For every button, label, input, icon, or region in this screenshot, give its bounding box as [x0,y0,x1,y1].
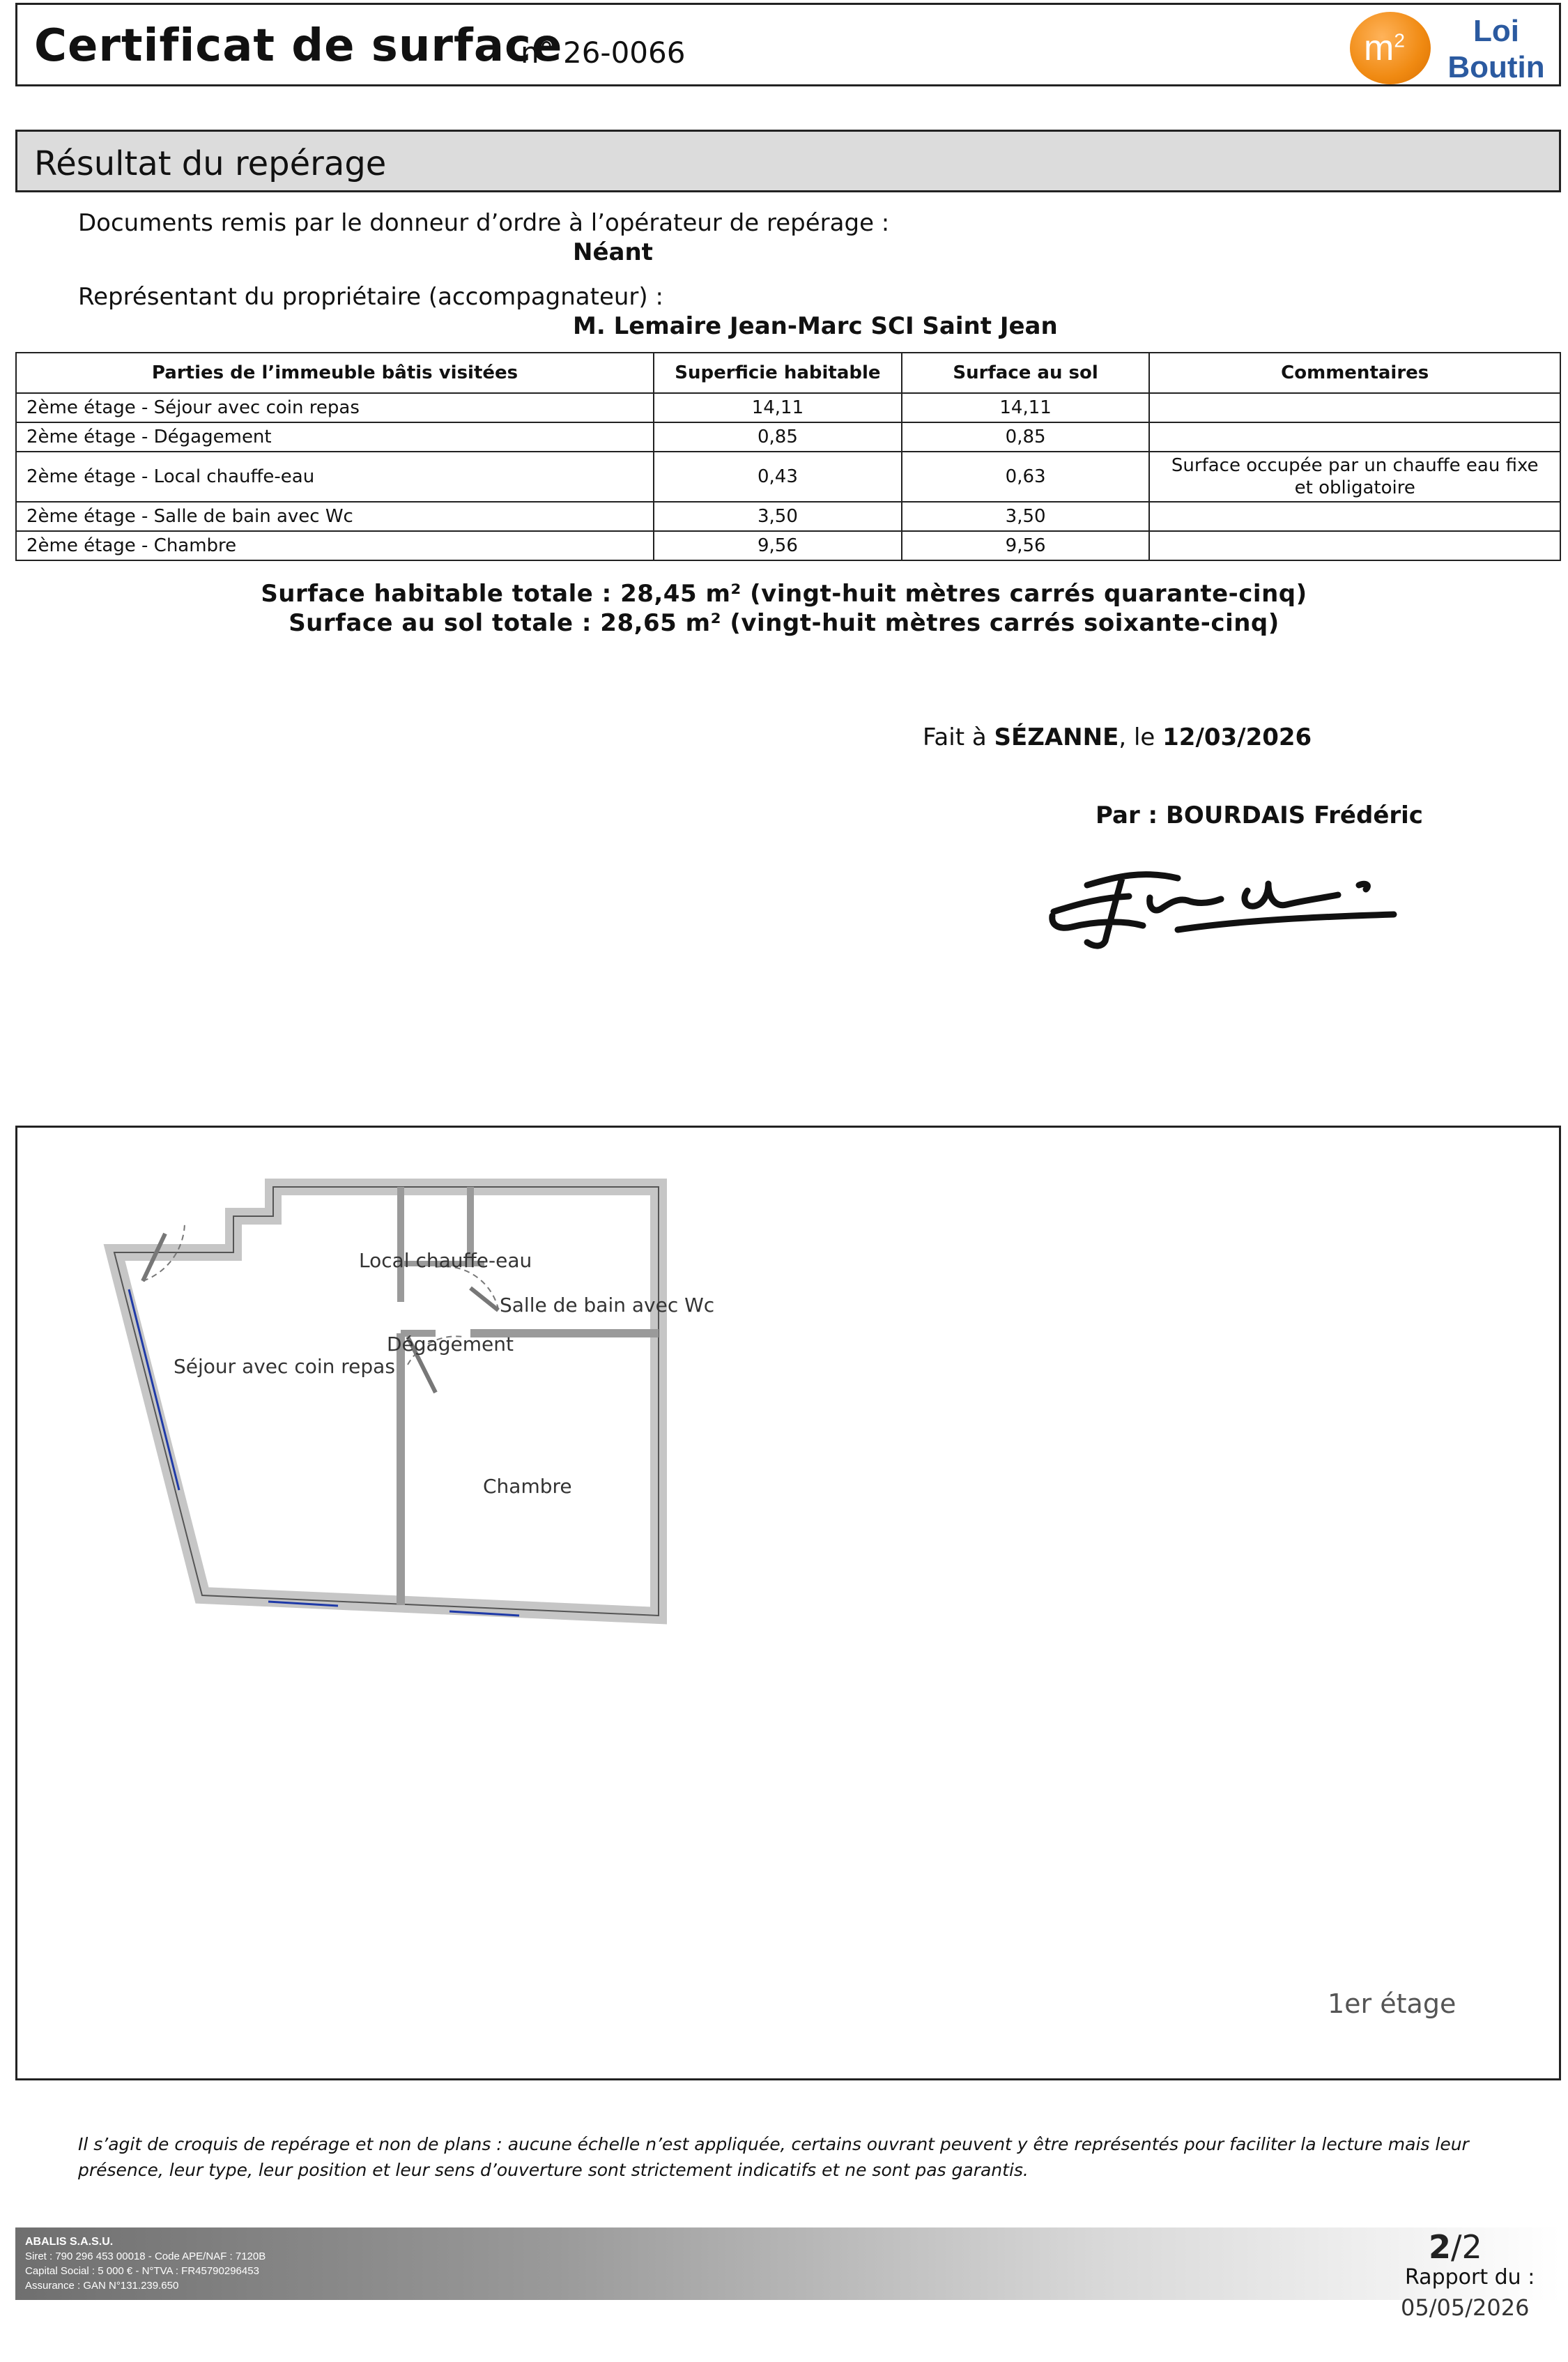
cell-habitable: 9,56 [654,531,902,560]
cell-sol: 9,56 [902,531,1150,560]
document-number: n° 26-0066 [521,36,686,70]
signature-image [1038,849,1408,953]
label-local: Local chauffe-eau [359,1249,532,1272]
representative-label: Représentant du propriétaire (accompagnateur) : [78,283,663,311]
cell-part: 2ème étage - Dégagement [16,422,654,452]
cell-part: 2ème étage - Séjour avec coin repas [16,393,654,422]
label-salle: Salle de bain avec Wc [500,1294,715,1317]
loi-boutin-logo [1350,10,1559,83]
fait-date: 12/03/2026 [1162,723,1312,751]
signatory: Par : BOURDAIS Frédéric [1096,802,1423,829]
col-header-comment: Commentaires [1149,353,1560,393]
logo-line2: Boutin [1447,50,1545,84]
cell-habitable: 14,11 [654,393,902,422]
table-header-row [16,353,1560,393]
fait-line [923,723,1312,751]
rapport-label: Rapport du : [1405,2265,1535,2290]
section-header [15,130,1561,192]
footer-band [15,2227,1561,2300]
disclaimer-text: Il s’agit de croquis de repérage et non de plans : aucune échelle n’est appliquée, certains ouvrant peuvent y être représentés pour faciliter la lecture mais leur présence, leur type, leur position et leur sens d’ouverture sont strictement indicatifs et ne sont pas garantis. [78,2134,1469,2180]
cell-part: 2ème étage - Local chauffe-eau [16,452,654,502]
survey-table [15,352,1561,561]
documents-label: Documents remis par le donneur d’ordre à l’opérateur de repérage : [78,209,890,237]
representative-value: M. Lemaire Jean-Marc SCI Saint Jean [573,312,1058,340]
fait-le: , le [1119,723,1163,751]
table-row [16,452,1560,502]
company-assurance: Assurance : GAN N°131.239.650 [25,2280,179,2292]
floor-label: 1er étage [1328,1988,1456,2019]
cell-sol: 0,85 [902,422,1150,452]
documents-value: Néant [573,238,653,266]
label-sejour: Séjour avec coin repas [174,1355,395,1378]
cell-sol: 14,11 [902,393,1150,422]
cell-part: 2ème étage - Salle de bain avec Wc [16,502,654,531]
table-row [16,502,1560,531]
label-chambre: Chambre [483,1475,572,1498]
page-number [1429,2228,1482,2266]
label-degagement: Dégagement [387,1333,514,1356]
cell-habitable: 0,85 [654,422,902,452]
logo-sup: 2 [1394,29,1405,52]
section-title: Résultat du repérage [34,144,387,183]
cell-comment [1149,393,1560,422]
header-box [15,3,1561,86]
cell-habitable: 0,43 [654,452,902,502]
fait-prefix: Fait à [923,723,994,751]
company-name: ABALIS S.A.S.U. [25,2236,114,2248]
logo-m: m [1364,28,1394,68]
cell-comment [1149,502,1560,531]
logo-line1: Loi [1473,14,1519,48]
cell-sol: 3,50 [902,502,1150,531]
floor-plan [17,1128,1559,2078]
cell-comment [1149,422,1560,452]
logo-text [1440,13,1552,86]
col-header-sol: Surface au sol [902,353,1150,393]
page-total: /2 [1451,2228,1482,2266]
table-row [16,422,1560,452]
cell-sol: 0,63 [902,452,1150,502]
cell-habitable: 3,50 [654,502,902,531]
cell-comment: Surface occupée par un chauffe eau fixe et obligatoire [1149,452,1560,502]
table-row [16,531,1560,560]
m2-logo-icon [1350,12,1431,84]
col-header-part: Parties de l’immeuble bâtis visitées [16,353,654,393]
col-header-habitable: Superficie habitable [654,353,902,393]
cell-part: 2ème étage - Chambre [16,531,654,560]
company-siret: Siret : 790 296 453 00018 - Code APE/NAF : 7120B [25,2250,266,2262]
total-habitable: Surface habitable totale : 28,45 m² (vingt-huit mètres carrés quarante-cinq) [261,580,1307,608]
fait-city: SÉZANNE [994,723,1119,751]
company-capital: Capital Social : 5 000 € - N°TVA : FR45790296453 [25,2265,259,2277]
document-title: Certificat de surface [34,20,563,72]
rapport-date: 05/05/2026 [1401,2294,1530,2321]
table-row [16,393,1560,422]
cell-comment [1149,531,1560,560]
footer-company-info [25,2234,266,2293]
floor-plan-box [15,1126,1561,2080]
page-current: 2 [1429,2228,1452,2266]
total-sol: Surface au sol totale : 28,65 m² (vingt-huit mètres carrés soixante-cinq) [289,609,1279,637]
